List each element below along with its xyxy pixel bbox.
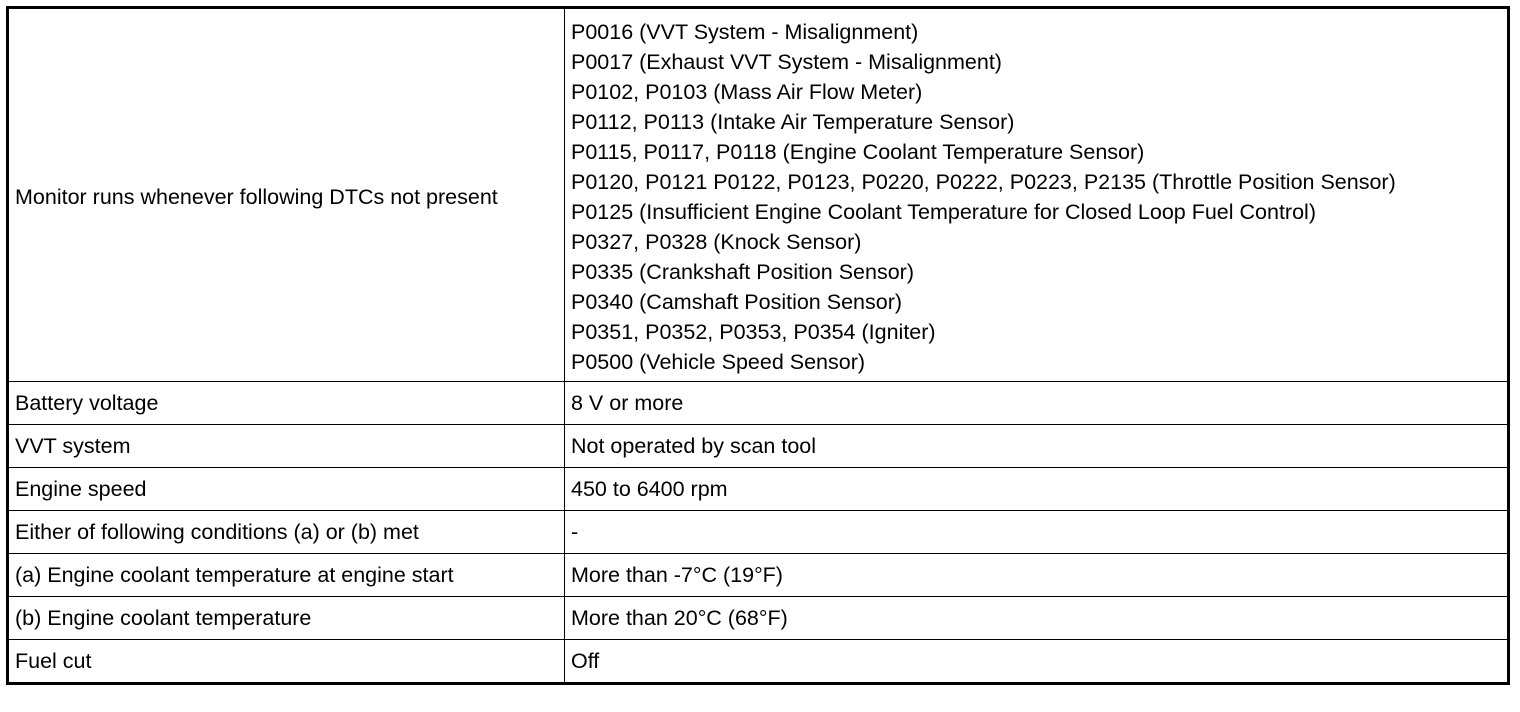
dtc-list-item: P0102, P0103 (Mass Air Flow Meter) xyxy=(571,80,923,104)
dtc-list-item: P0335 (Crankshaft Position Sensor) xyxy=(571,260,914,284)
row-label: Either of following conditions (a) or (b) met xyxy=(8,511,565,554)
dtc-list-item: P0120, P0121 P0122, P0123, P0220, P0222, P0223, P2135 (Throttle Position Sensor) xyxy=(571,170,1396,194)
row-label: (a) Engine coolant temperature at engine start xyxy=(8,554,565,597)
row-value: More than 20°C (68°F) xyxy=(565,597,1509,640)
table-row-dtc-conditions xyxy=(8,8,1509,382)
row-label: (b) Engine coolant temperature xyxy=(8,597,565,640)
table-row-fuel-cut xyxy=(8,640,1509,684)
table-row-coolant-at-start xyxy=(8,554,1509,597)
dtc-list-cell xyxy=(565,8,1509,382)
row-label: Battery voltage xyxy=(8,382,565,425)
row-label: VVT system xyxy=(8,425,565,468)
row-value: 8 V or more xyxy=(565,382,1509,425)
row-value: More than -7°C (19°F) xyxy=(565,554,1509,597)
table-row-coolant-temp xyxy=(8,597,1509,640)
row-label: Engine speed xyxy=(8,468,565,511)
table-row-battery-voltage xyxy=(8,382,1509,425)
table-row-vvt-system xyxy=(8,425,1509,468)
row-value: Not operated by scan tool xyxy=(565,425,1509,468)
dtc-list-item: P0112, P0113 (Intake Air Temperature Sensor) xyxy=(571,110,1015,134)
dtc-list-item: P0340 (Camshaft Position Sensor) xyxy=(571,290,903,314)
monitor-conditions-table xyxy=(6,6,1510,685)
row-value: - xyxy=(565,511,1509,554)
table-row-engine-speed xyxy=(8,468,1509,511)
dtc-list-item: P0125 (Insufficient Engine Coolant Temperature for Closed Loop Fuel Control) xyxy=(571,200,1316,224)
row-value: 450 to 6400 rpm xyxy=(565,468,1509,511)
dtc-list-item: P0351, P0352, P0353, P0354 (Igniter) xyxy=(571,320,936,344)
dtc-list-item: P0017 (Exhaust VVT System - Misalignment) xyxy=(571,50,1002,74)
table-row-either-condition xyxy=(8,511,1509,554)
dtc-list-item: P0016 (VVT System - Misalignment) xyxy=(571,20,919,44)
row-value: Off xyxy=(565,640,1509,684)
row-label: Monitor runs whenever following DTCs not present xyxy=(15,185,498,209)
dtc-list-item: P0327, P0328 (Knock Sensor) xyxy=(571,230,862,254)
row-label-cell xyxy=(8,8,565,382)
dtc-list-item: P0500 (Vehicle Speed Sensor) xyxy=(571,350,866,374)
dtc-list-item: P0115, P0117, P0118 (Engine Coolant Temperature Sensor) xyxy=(571,140,1145,164)
row-label: Fuel cut xyxy=(8,640,565,684)
